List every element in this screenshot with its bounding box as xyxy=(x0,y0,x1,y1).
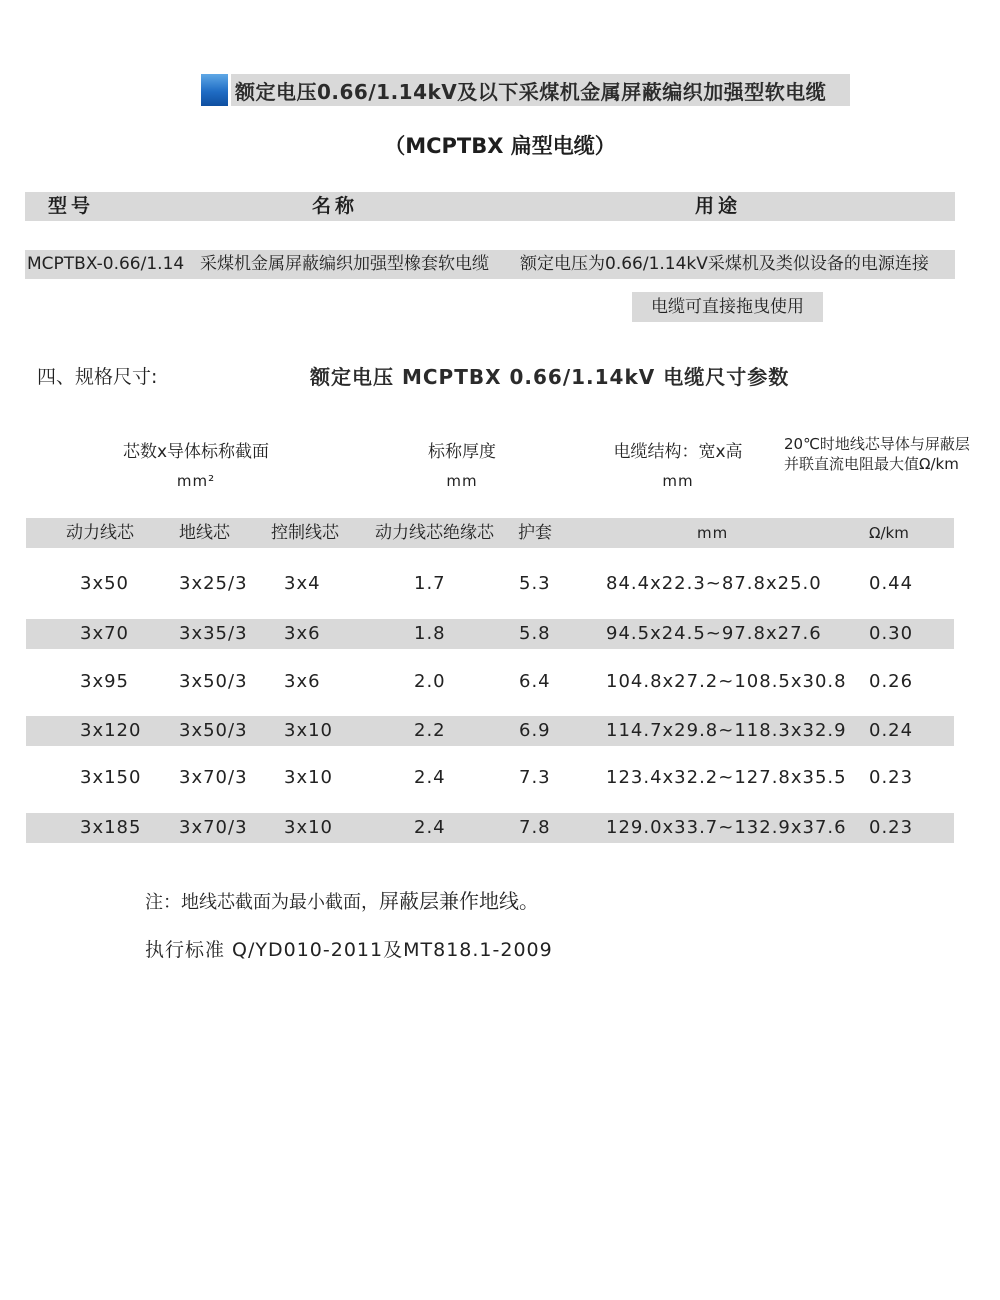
spec-cell: 0.23 xyxy=(869,817,914,838)
spec-cell: 3x10 xyxy=(284,767,334,788)
spec-cell: 3x120 xyxy=(80,720,142,741)
spec-cell: 6.4 xyxy=(519,671,551,692)
page-title: 额定电压0.66/1.14kV及以下采煤机金属屏蔽编织加强型软电缆 xyxy=(235,79,827,104)
spec-cell: 3x50/3 xyxy=(179,720,248,741)
group-header-structure xyxy=(588,438,768,496)
subheader-structure-unit: mm xyxy=(697,524,729,542)
title-accent-mark xyxy=(201,74,228,106)
spec-cell: 0.30 xyxy=(869,623,914,644)
spec-cell: 5.3 xyxy=(519,573,551,594)
spec-cell: 3x10 xyxy=(284,720,334,741)
spec-cell: 7.3 xyxy=(519,767,551,788)
spec-cell: 6.9 xyxy=(519,720,551,741)
header-model: 型号 xyxy=(48,195,95,217)
subheader-power-core: 动力线芯 xyxy=(66,523,134,543)
section-title: 额定电压 MCPTBX 0.66/1.14kV 电缆尺寸参数 xyxy=(310,365,790,389)
subheader-sheath: 护套 xyxy=(518,523,552,543)
cross-section-unit: mm² xyxy=(176,472,216,490)
spec-cell: 0.23 xyxy=(869,767,914,788)
spec-cell: 2.4 xyxy=(414,767,446,788)
spec-cell: 3x95 xyxy=(80,671,130,692)
model-usage: 额定电压为0.66/1.14kV采煤机及类似设备的电源连接 xyxy=(520,254,929,274)
thickness-unit: mm xyxy=(446,472,478,490)
usage-note: 电缆可直接拖曳使用 xyxy=(632,292,823,322)
subheader-earth-core: 地线芯 xyxy=(179,523,230,543)
spec-cell: 0.44 xyxy=(869,573,914,594)
spec-cell: 3x70 xyxy=(80,623,130,644)
spec-cell: 94.5x24.5~97.8x27.6 xyxy=(606,623,822,644)
spec-cell: 3x50/3 xyxy=(179,671,248,692)
spec-cell: 0.24 xyxy=(869,720,914,741)
note-part1: 注：地线芯截面为最小截面， xyxy=(145,892,379,913)
model-code: MCPTBX-0.66/1.14 xyxy=(27,254,185,274)
group-header-cross-section xyxy=(96,438,296,496)
header-name: 名称 xyxy=(312,195,359,217)
spec-cell: 3x10 xyxy=(284,817,334,838)
spec-cell: 2.0 xyxy=(414,671,446,692)
structure-unit: mm xyxy=(662,472,694,490)
title-banner xyxy=(201,74,850,106)
spec-cell: 3x4 xyxy=(284,573,321,594)
resistance-label-line1: 20℃时地线芯导体与屏蔽层 xyxy=(784,435,970,453)
spec-cell: 84.4x22.3~87.8x25.0 xyxy=(606,573,822,594)
title-bar xyxy=(231,74,850,106)
thickness-label: 标称厚度 xyxy=(428,442,496,462)
cross-section-label: 芯数x导体标称截面 xyxy=(122,442,270,462)
spec-cell: 1.7 xyxy=(414,573,446,594)
structure-label: 电缆结构：宽x高 xyxy=(613,442,743,462)
note-part2: 屏蔽层兼作地线。 xyxy=(379,889,539,913)
spec-cell: 0.26 xyxy=(869,671,914,692)
spec-cell: 3x185 xyxy=(80,817,142,838)
spec-cell: 114.7x29.8~118.3x32.9 xyxy=(606,720,847,741)
spec-cell: 3x6 xyxy=(284,671,321,692)
group-header-resistance xyxy=(784,434,996,474)
spec-cell: 3x35/3 xyxy=(179,623,248,644)
section-label: 四、规格尺寸: xyxy=(37,366,158,388)
spec-cell: 3x70/3 xyxy=(179,817,248,838)
model-table-header-bar xyxy=(25,192,955,221)
spec-cell: 3x150 xyxy=(80,767,142,788)
spec-cell: 7.8 xyxy=(519,817,551,838)
spec-cell: 2.4 xyxy=(414,817,446,838)
spec-cell: 104.8x27.2~108.5x30.8 xyxy=(606,671,847,692)
spec-cell: 3x70/3 xyxy=(179,767,248,788)
spec-cell: 3x25/3 xyxy=(179,573,248,594)
model-name: 采煤机金属屏蔽编织加强型橡套软电缆 xyxy=(200,254,489,274)
spec-cell: 123.4x32.2~127.8x35.5 xyxy=(606,767,847,788)
subheader-control-core: 控制线芯 xyxy=(271,523,339,543)
spec-cell: 3x6 xyxy=(284,623,321,644)
spec-cell: 5.8 xyxy=(519,623,551,644)
subheader-insulation: 动力线芯绝缘芯 xyxy=(375,523,494,543)
earth-core-note xyxy=(145,885,539,914)
spec-cell: 3x50 xyxy=(80,573,130,594)
group-header-thickness xyxy=(392,438,532,496)
standard-note: 执行标准 Q/YD010-2011及MT818.1-2009 xyxy=(145,939,553,961)
resistance-label-line2: 并联直流电阻最大值Ω/km xyxy=(784,455,959,473)
spec-cell: 1.8 xyxy=(414,623,446,644)
spec-cell: 129.0x33.7~132.9x37.6 xyxy=(606,817,847,838)
spec-cell: 2.2 xyxy=(414,720,446,741)
page-subtitle: （MCPTBX 扁型电缆） xyxy=(384,134,616,158)
header-usage: 用途 xyxy=(695,195,742,217)
subheader-resistance-unit: Ω/km xyxy=(869,524,909,542)
